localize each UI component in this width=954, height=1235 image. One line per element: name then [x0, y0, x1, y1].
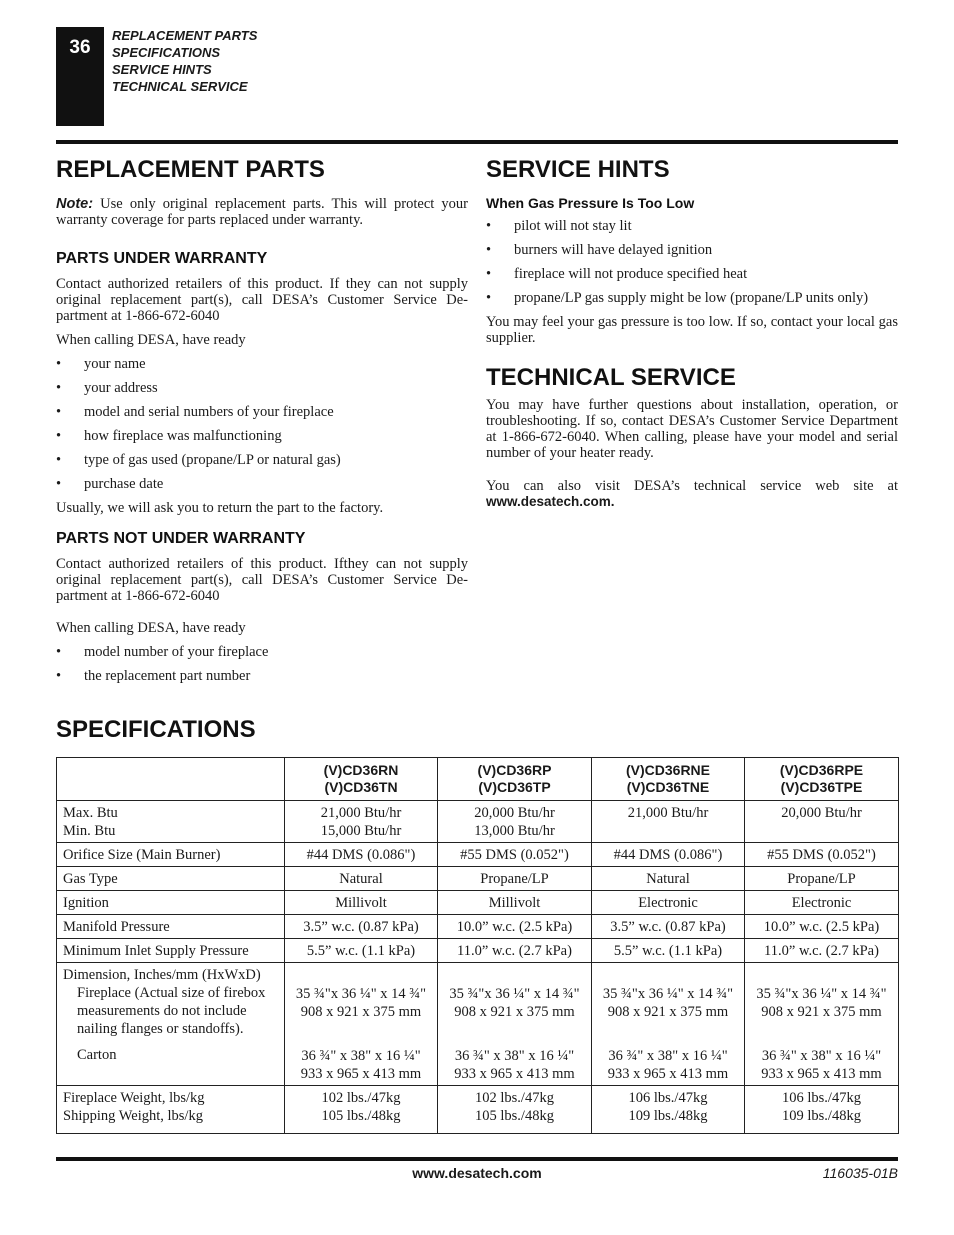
- header-topic: SPECIFICATIONS: [112, 45, 221, 60]
- table-row: [57, 843, 899, 867]
- table-cell: 20,000 Btu/hr: [745, 801, 899, 843]
- table-cell: 35 ¾"x 36 ¼" x 14 ¾" 908 x 921 x 375 mm 36 ¾" x 38" x 16 ¼" 933 x 965 x 413 mm: [592, 963, 745, 1086]
- table-cell: 35 ¾"x 36 ¼" x 14 ¾" 908 x 921 x 375 mm 36 ¾" x 38" x 16 ¼" 933 x 965 x 413 mm: [285, 963, 438, 1086]
- table-cell: 20,000 Btu/hr 13,000 Btu/hr: [438, 801, 592, 843]
- list-item: • burners will have delayed ignition: [486, 242, 898, 258]
- gas-pressure-list: [486, 218, 898, 306]
- list-item: • model number of your fireplace: [56, 644, 468, 660]
- warranty-paragraph: Contact authorized retailers of this product. If they can not supply original replacement part(s), call DESA’s Customer Service Department at 1-866-672-6040: [56, 276, 468, 324]
- table-cell: 102 lbs./47kg 105 lbs./48kg: [285, 1086, 438, 1134]
- table-cell: 106 lbs./47kg 109 lbs./48kg: [745, 1086, 899, 1134]
- table-cell: 106 lbs./47kg 109 lbs./48kg: [592, 1086, 745, 1134]
- header-topic: SERVICE HINTS: [112, 62, 212, 77]
- row-label: Fireplace Weight, lbs/kg Shipping Weight, lbs/kg: [57, 1086, 285, 1134]
- header-topics: [112, 27, 257, 95]
- model-header: (V)CD36RPE (V)CD36TPE: [745, 758, 899, 801]
- empty-header-cell: [57, 758, 285, 801]
- gas-pressure-paragraph: You may feel your gas pressure is too low. If so, contact your local gas supplier.: [486, 314, 898, 346]
- table-cell: 21,000 Btu/hr: [592, 801, 745, 843]
- document-code: 116035-01B: [822, 1165, 898, 1181]
- warranty-checklist: [56, 356, 468, 492]
- list-item: • the replacement part number: [56, 668, 468, 684]
- list-item: • purchase date: [56, 476, 468, 492]
- row-label: Orifice Size (Main Burner): [57, 843, 285, 867]
- table-row: [57, 891, 899, 915]
- page-number: 36: [69, 37, 91, 58]
- table-cell: Propane/LP: [745, 867, 899, 891]
- list-item: • propane/LP gas supply might be low (propane/LP units only): [486, 290, 898, 306]
- table-cell: 10.0” w.c. (2.5 kPa): [438, 915, 592, 939]
- row-label: Manifold Pressure: [57, 915, 285, 939]
- table-cell: 3.5” w.c. (0.87 kPa): [592, 915, 745, 939]
- dimension-label: Dimension, Inches/mm (HxWxD): [63, 967, 261, 983]
- specifications-heading: SPECIFICATIONS: [56, 716, 256, 743]
- table-cell: Natural: [592, 867, 745, 891]
- specifications-table: [56, 757, 899, 1134]
- header-topic: TECHNICAL SERVICE: [112, 79, 248, 94]
- table-cell: 5.5” w.c. (1.1 kPa): [592, 939, 745, 963]
- table-cell: 35 ¾"x 36 ¼" x 14 ¾" 908 x 921 x 375 mm 36 ¾" x 38" x 16 ¼" 933 x 965 x 413 mm: [745, 963, 899, 1086]
- table-cell: 3.5” w.c. (0.87 kPa): [285, 915, 438, 939]
- row-label: Max. Btu Min. Btu: [57, 801, 285, 843]
- parts-under-warranty-heading: PARTS UNDER WARRANTY: [56, 250, 268, 267]
- table-cell: 11.0” w.c. (2.7 kPa): [438, 939, 592, 963]
- technical-service-paragraph: You may have further questions about installation, operation, or troubleshooting. If so, contact DESA’s Customer Service Department at 1-866-672-6040. When calling, please have your model and serial number of your heater ready.: [486, 397, 898, 461]
- list-item: • your name: [56, 356, 468, 372]
- note-text: Use only original replacement parts. This will protect your warranty coverage for parts replaced under warranty.: [56, 196, 468, 228]
- warranty-calling-text: When calling DESA, have ready: [56, 332, 246, 348]
- service-section: [486, 156, 898, 509]
- list-item: • your address: [56, 380, 468, 396]
- footer-website[interactable]: www.desatech.com: [412, 1165, 542, 1181]
- table-row: [57, 915, 899, 939]
- table-cell: 10.0” w.c. (2.5 kPa): [745, 915, 899, 939]
- table-cell: #55 DMS (0.052"): [438, 843, 592, 867]
- table-cell: 102 lbs./47kg 105 lbs./48kg: [438, 1086, 592, 1134]
- footer-divider: [56, 1157, 898, 1161]
- row-label: Minimum Inlet Supply Pressure: [57, 939, 285, 963]
- technical-service-heading: TECHNICAL SERVICE: [486, 364, 736, 391]
- list-item: • type of gas used (propane/LP or natural gas): [56, 452, 468, 468]
- table-row: [57, 867, 899, 891]
- header-topic: REPLACEMENT PARTS: [112, 28, 258, 43]
- row-label: [57, 963, 285, 1086]
- table-cell: Propane/LP: [438, 867, 592, 891]
- table-cell: Millivolt: [438, 891, 592, 915]
- list-item: • fireplace will not produce specified heat: [486, 266, 898, 282]
- table-cell: Millivolt: [285, 891, 438, 915]
- non-warranty-paragraph: Contact authorized retailers of this product. Ifthey can not supply original replacement part(s), call DESA’s Customer Service Department at 1-866-672-6040: [56, 556, 468, 604]
- table-cell: #44 DMS (0.086"): [592, 843, 745, 867]
- fireplace-dimension-label: Fireplace (Actual size of firebox measurements do not include nailing flanges or standoffs).: [77, 985, 266, 1037]
- replacement-note: [56, 196, 468, 228]
- table-cell: Natural: [285, 867, 438, 891]
- header-divider: [56, 140, 898, 144]
- table-cell: 21,000 Btu/hr 15,000 Btu/hr: [285, 801, 438, 843]
- model-header: (V)CD36RP (V)CD36TP: [438, 758, 592, 801]
- row-label: Gas Type: [57, 867, 285, 891]
- replacement-parts-section: [56, 156, 468, 684]
- table-cell: 5.5” w.c. (1.1 kPa): [285, 939, 438, 963]
- table-row: [57, 801, 899, 843]
- model-header: (V)CD36RNE (V)CD36TNE: [592, 758, 745, 801]
- row-label: Ignition: [57, 891, 285, 915]
- list-item: • how fireplace was malfunctioning: [56, 428, 468, 444]
- website-link[interactable]: www.desatech.com.: [486, 494, 615, 509]
- table-cell: #44 DMS (0.086"): [285, 843, 438, 867]
- model-header: (V)CD36RN (V)CD36TN: [285, 758, 438, 801]
- table-header-row: [57, 758, 899, 801]
- warranty-return-text: Usually, we will ask you to return the part to the factory.: [56, 500, 384, 516]
- website-text: You can also visit DESA’s technical service web site at: [486, 478, 898, 494]
- page-number-tab: [56, 27, 104, 126]
- list-item: • pilot will not stay lit: [486, 218, 898, 234]
- table-row: [57, 939, 899, 963]
- gas-pressure-subheading: When Gas Pressure Is Too Low: [486, 195, 695, 211]
- list-item: • model and serial numbers of your fireplace: [56, 404, 468, 420]
- replacement-parts-heading: REPLACEMENT PARTS: [56, 156, 325, 183]
- table-row: [57, 1086, 899, 1134]
- parts-not-under-warranty-heading: PARTS NOT UNDER WARRANTY: [56, 530, 306, 547]
- non-warranty-calling-text: When calling DESA, have ready: [56, 620, 246, 636]
- note-label: Note:: [56, 196, 94, 212]
- table-cell: 35 ¾"x 36 ¼" x 14 ¾" 908 x 921 x 375 mm 36 ¾" x 38" x 16 ¼" 933 x 965 x 413 mm: [438, 963, 592, 1086]
- service-hints-heading: SERVICE HINTS: [486, 156, 670, 183]
- table-cell: #55 DMS (0.052"): [745, 843, 899, 867]
- non-warranty-checklist: [56, 644, 468, 684]
- table-cell: 11.0” w.c. (2.7 kPa): [745, 939, 899, 963]
- table-cell: Electronic: [592, 891, 745, 915]
- table-row: [57, 963, 899, 1086]
- carton-dimension-label: Carton: [77, 1047, 117, 1063]
- table-cell: Electronic: [745, 891, 899, 915]
